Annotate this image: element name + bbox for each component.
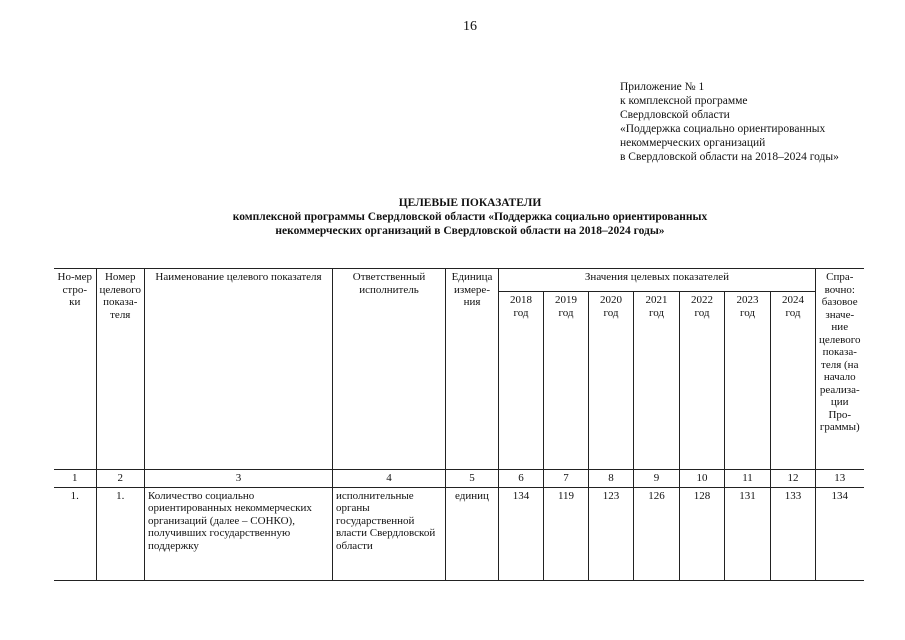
header-indicator-name: Наименование целевого показателя [145,269,333,470]
cell-value: 134 [499,487,544,580]
header-year: 2020 год [589,292,634,470]
header-year: 2019 год [544,292,589,470]
column-number: 7 [544,470,589,488]
header-year: 2023 год [725,292,771,470]
table-header-row [54,269,864,292]
column-number: 13 [816,470,864,488]
header-reference: Спра-вочно: базовое значе-ние целевого показа-теля (на начало реализа-ции Про-граммы) [816,269,864,470]
document-title [0,196,905,238]
column-number: 4 [333,470,446,488]
cell-unit: единиц [446,487,499,580]
column-number: 11 [725,470,771,488]
column-number: 2 [96,470,145,488]
appendix-line: к комплексной программе [620,95,748,107]
appendix-line: Приложение № 1 [620,81,705,93]
header-values-group: Значения целевых показателей [499,269,816,292]
appendix-line: Свердловской области [620,109,730,121]
cell-value: 128 [680,487,725,580]
cell-row-number: 1. [54,487,96,580]
title-line: ЦЕЛЕВЫЕ ПОКАЗАТЕЛИ [398,197,542,209]
cell-indicator-number: 1. [96,487,145,580]
header-year: 2024 год [771,292,816,470]
appendix-line: «Поддержка социально ориентированных [620,123,826,135]
header-unit: Единица измере-ния [446,269,499,470]
appendix-block [620,80,839,164]
title-line: комплексной программы Свердловской области «Поддержка социально ориентированных [232,211,708,223]
column-number: 3 [145,470,333,488]
column-number: 6 [499,470,544,488]
cell-value: 133 [771,487,816,580]
column-number: 8 [589,470,634,488]
header-indicator-number: Номер целевого показа-теля [96,269,145,470]
column-number: 5 [446,470,499,488]
table-row [54,487,864,580]
page-number: 16 [463,19,477,34]
header-executor: Ответственный исполнитель [333,269,446,470]
cell-value: 119 [544,487,589,580]
header-year: 2022 год [680,292,725,470]
column-number: 12 [771,470,816,488]
header-row-number: Но-мер стро-ки [54,269,96,470]
cell-reference: 134 [816,487,864,580]
column-number: 10 [680,470,725,488]
cell-indicator-name: Количество социально ориентированных некоммерческих организаций (далее – СОНКО), получивших государственную поддержку [145,487,333,580]
column-number: 9 [634,470,680,488]
cell-value: 126 [634,487,680,580]
cell-executor: исполнительные органы государственной власти Свердловской области [333,487,446,580]
header-year: 2018 год [499,292,544,470]
appendix-line: в Свердловской области на 2018–2024 годы» [620,151,839,163]
indicators-table [54,268,864,581]
column-number-row [54,470,864,488]
title-line: некоммерческих организаций в Свердловской области на 2018–2024 годы» [275,225,665,237]
column-number: 1 [54,470,96,488]
appendix-line: некоммерческих организаций [620,137,766,149]
cell-value: 123 [589,487,634,580]
header-year: 2021 год [634,292,680,470]
cell-value: 131 [725,487,771,580]
